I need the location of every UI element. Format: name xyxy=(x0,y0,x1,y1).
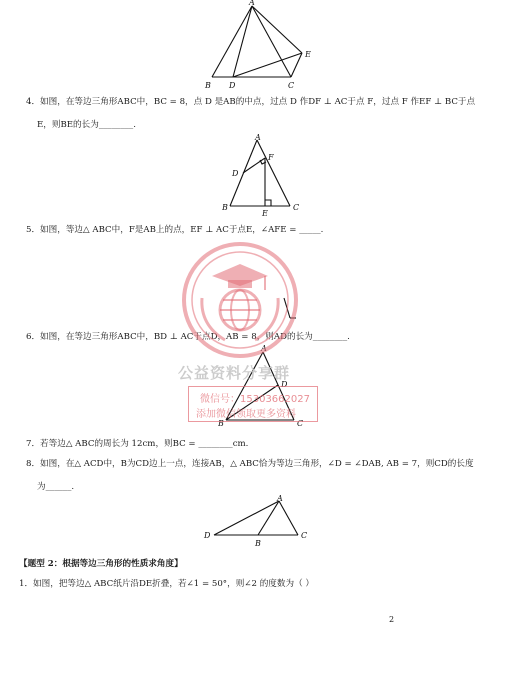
label-c: C xyxy=(288,81,295,90)
figure-problem-8 xyxy=(200,494,320,554)
label-c: C xyxy=(297,419,304,428)
problem-4-line-2: E，则BE的长为________. xyxy=(37,120,136,130)
watermark-wechat: 微信号：15303662027 xyxy=(200,394,310,405)
label-a: A xyxy=(277,494,283,503)
problem-8-line-1: 8．如图，在△ ACD中，B为CD边上一点，连接AB，△ ABC恰为等边三角形，∠D = ∠DAB, AB = 7，则CD的长度 xyxy=(26,459,474,469)
section-heading: 【题型 2：根据等边三角形的性质求角度】 xyxy=(19,559,183,569)
question-1: 1．如图，把等边△ ABC纸片沿DE折叠，若∠1 = 50°，则∠2 的度数为（ ） xyxy=(19,579,314,589)
label-b: B xyxy=(255,539,261,548)
watermark-note: 添加微信领取更多资料 xyxy=(196,409,296,420)
label-a: A xyxy=(249,0,255,7)
label-c: C xyxy=(301,531,308,540)
label-e: E xyxy=(305,50,311,59)
label-d: D xyxy=(232,169,239,178)
problem-5: 5．如图，等边△ ABC中，F是AB上的点，EF ⊥ AC于点E，∠AFE = _____. xyxy=(26,225,324,235)
label-b: B xyxy=(205,81,211,90)
label-d: D xyxy=(204,531,211,540)
label-b: B xyxy=(218,419,224,428)
label-f: F xyxy=(268,153,274,162)
label-c: C xyxy=(293,203,300,212)
watermark-seal-icon xyxy=(180,240,300,360)
problem-7: 7．若等边△ ABC的周长为 12cm，则BC = ________cm. xyxy=(26,439,249,449)
problem-4-line-1: 4．如图，在等边三角形ABC中，BC = 8，点 D 是AB的中点，过点 D 作DF ⊥ AC于点 F，过点 F 作EF ⊥ BC于点 xyxy=(26,97,476,107)
label-b: B xyxy=(222,203,228,212)
label-a: A xyxy=(255,133,261,142)
problem-6: 6．如图，在等边三角形ABC中，BD ⊥ AC于点D，AB = 8，则AD的长为________. xyxy=(26,332,350,342)
label-d: D xyxy=(229,81,236,90)
watermark-title: 公益资料分享群 xyxy=(178,364,291,382)
page-number: 2 xyxy=(389,615,395,624)
problem-8-line-2: 为______. xyxy=(37,482,75,492)
figure-top-triangle xyxy=(195,0,325,92)
figure-problem-4 xyxy=(222,132,312,222)
label-d: D xyxy=(281,380,288,389)
label-e: E xyxy=(262,209,268,218)
label-a: A xyxy=(261,344,267,353)
